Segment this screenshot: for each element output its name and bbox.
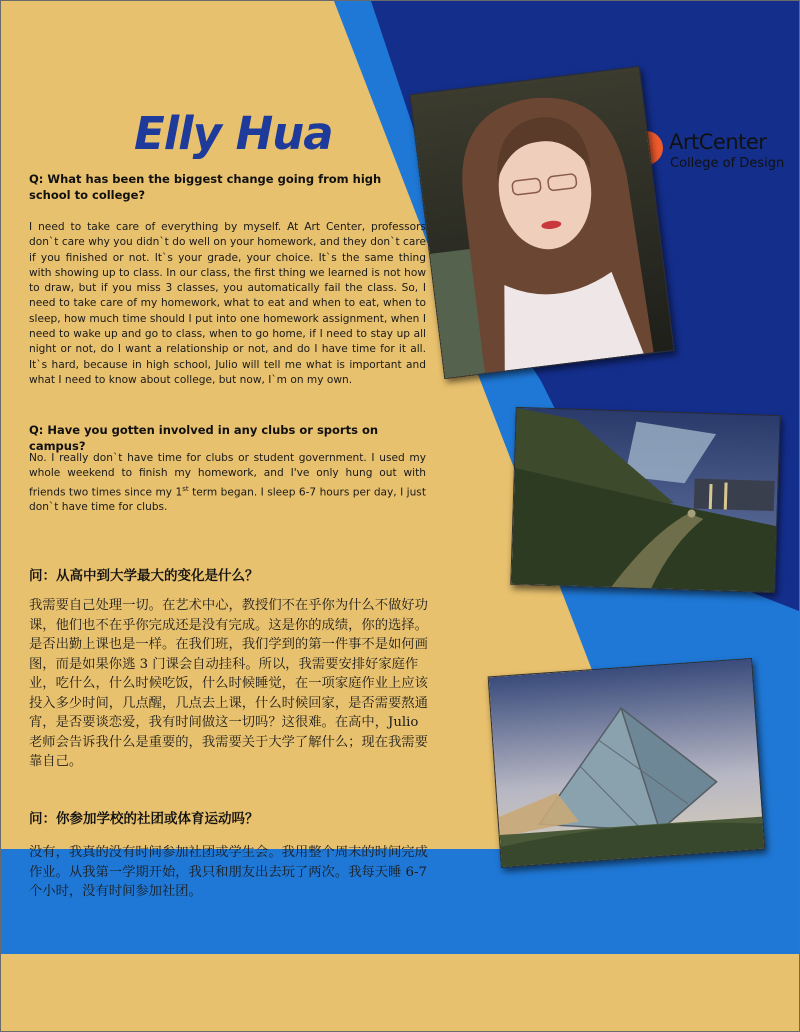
- english-answer-1: I need to take care of everything by myself. At Art Center, professors don`t care why you didn`t do well on your homework, and they don`t care if you finished or not. It`s your grade, your choice. It`s the same thing with showing up to class. In our class, the first thing we learned is not how to draw, but if you miss 3 classes, you automatically fail the class. So, I need to take care of my homework, what to eat and when to eat, when to sleep, how much time should I put into one homework assignment, when I need to wake up and go to class, when to go home, if I need to stay up all night or not, do I want a relationship or not, and do I have time for it all. It`s hard, because in high school, Julio will tell me what is important and what I need to know about college, but now, I`m on my own.: [29, 221, 426, 386]
- english-question-1: Q: What has been the biggest change going from high school to college?: [29, 172, 382, 202]
- english-question-2: Q: Have you gotten involved in any clubs or sports on campus?: [29, 423, 379, 453]
- logo-line2: College of Design: [670, 156, 785, 171]
- chinese-q2-block: [29, 807, 439, 827]
- english-q1-block: [29, 171, 426, 203]
- profile-name: Elly Hua: [134, 107, 333, 160]
- english-answer-2-sup: st: [182, 484, 189, 493]
- english-a2-block: [29, 451, 426, 516]
- logo-line1: ArtCenter: [669, 130, 767, 154]
- chinese-q1-block: [29, 564, 439, 584]
- portrait-photo: [409, 66, 674, 379]
- glass-building-image: [489, 659, 765, 867]
- chinese-a1-block: [29, 596, 435, 772]
- english-q2-block: [29, 422, 426, 454]
- artcenter-logo: [629, 130, 789, 176]
- chinese-question-1: 问：从高中到大学最大的变化是什么？: [29, 568, 259, 584]
- chinese-answer-1: 我需要自己处理一切。在艺术中心，教授们不在乎你为什么不做好功课，他们也不在乎你完成还是没有完成。这是你的成绩，你的选择。是否出勤上课也是一样。在我们班，我们学到的第一件事不是如何画图，而是如果你逃 3 门课会自动挂科。所以，我需要安排好家庭作业，吃什么，什么时候吃饭，什么时候睡觉，在一项家庭作业上应该投入多少时间，几点醒，几点去上课，什么时候回家，是否需要熬通宵，是否要谈恋爱，我有时间做这一切吗？这很难。在高中，Julio 老师会告诉我什么是重要的，我需要关于大学了解什么；现在我需要靠自己。: [29, 598, 428, 769]
- glass-building-photo: [488, 658, 766, 868]
- portrait-image: [410, 67, 673, 378]
- english-answer-2: [29, 451, 426, 516]
- english-answer-2-part1: No. I really don`t have time for clubs or student government. I used my whole weekend to finish my homework, and I've only hung out with friends two times since my 1: [29, 452, 426, 499]
- chinese-question-2: 问：你参加学校的社团或体育运动吗？: [29, 811, 259, 827]
- chinese-a2-block: [29, 843, 435, 902]
- english-answer-2-part2: term began. I sleep 6-7 hours per day, I just don`t have time for clubs.: [29, 486, 426, 514]
- english-a1-block: [29, 220, 426, 388]
- campus-bridge-image: [511, 408, 779, 592]
- campus-bridge-photo: [510, 407, 780, 593]
- chinese-answer-2: 没有，我真的没有时间参加社团或学生会。我用整个周末的时间完成作业。从我第一学期开始，我只和朋友出去玩了两次。我每天睡 6-7 个小时，没有时间参加社团。: [29, 845, 428, 899]
